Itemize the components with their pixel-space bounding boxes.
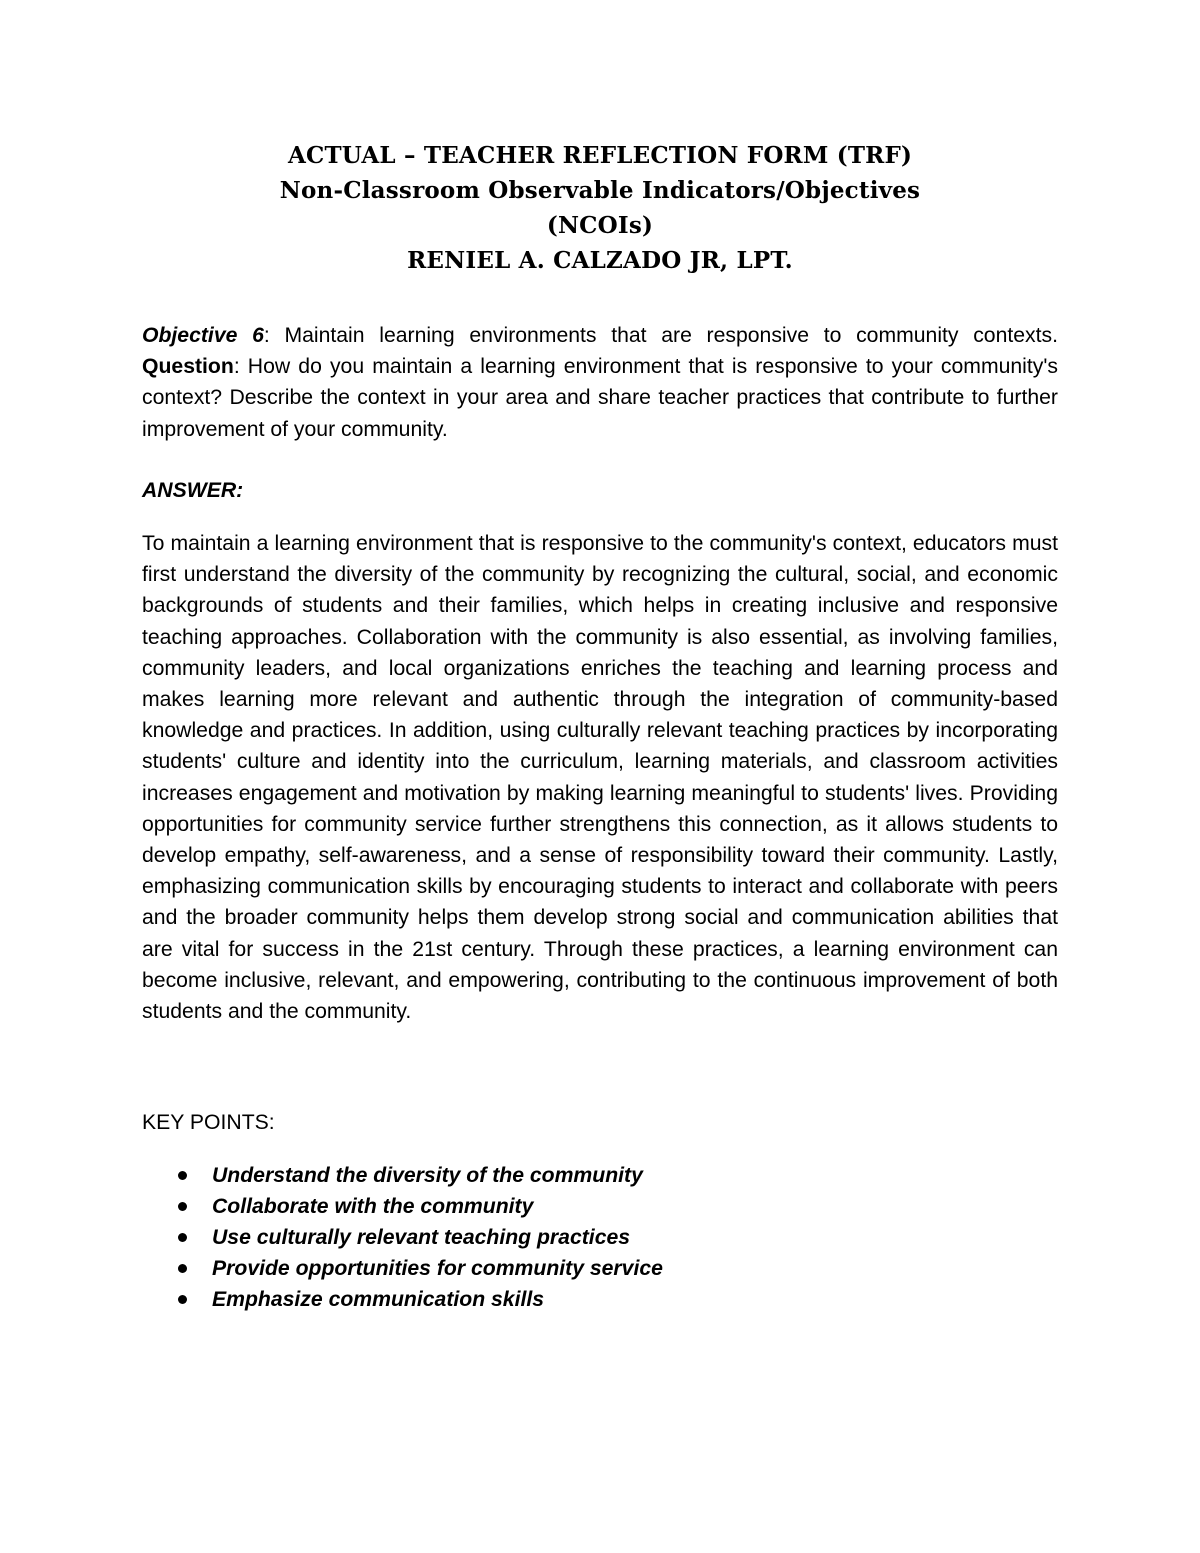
question-label: Question	[142, 355, 234, 379]
key-point-text: Collaborate with the community	[212, 1195, 534, 1219]
bullet-icon	[178, 1171, 187, 1180]
key-point-item	[142, 1253, 1058, 1284]
key-point-text: Emphasize communication skills	[212, 1288, 545, 1312]
answer-label: ANSWER:	[142, 478, 244, 502]
key-point-item	[142, 1191, 1058, 1222]
answer-paragraph: To maintain a learning environment that is responsive to the community's context, educators must first understand the diversity of the community by recognizing the cultural, social, and economic backgrounds of students and their families, which helps in creating inclusive and responsive teaching approaches. Collaboration with the community is also essential, as involving families, community leaders, and local organizations enriches the teaching and learning process and makes learning more relevant and authentic through the integration of community-based knowledge and practices. In addition, using culturally relevant teaching practices by incorporating students' culture and identity into the curriculum, learning materials, and classroom activities increases engagement and motivation by making learning meaningful to students' lives. Providing opportunities for community service further strengthens this connection, as it allows students to develop empathy, self-awareness, and a sense of responsibility toward their community. Lastly, emphasizing communication skills by encouraging students to interact and collaborate with peers and the broader community helps them develop strong social and communication abilities that are vital for success in the 21st century. Through these practices, a learning environment can become inclusive, relevant, and empowering, contributing to the continuous improvement of both students and the community.	[142, 532, 1058, 1024]
title-author: RENIEL A. CALZADO JR, LPT.	[407, 247, 793, 274]
objective-text: : Maintain learning environments that are responsive to community contexts.	[263, 324, 1058, 347]
key-points-list	[142, 1160, 1058, 1315]
document-page	[142, 138, 1058, 1315]
key-point-item	[142, 1284, 1058, 1315]
title-line-1: ACTUAL – TEACHER REFLECTION FORM (TRF)	[287, 142, 913, 169]
key-points-label: KEY POINTS:	[142, 1111, 275, 1135]
question-text: : How do you maintain a learning environment that is responsive to your community's context? Describe the context in your area and share teacher practices that contribute to further improvement of your community.	[142, 355, 1058, 441]
key-point-text: Understand the diversity of the community	[212, 1164, 643, 1188]
title-line-2: Non-Classroom Observable Indicators/Objectives	[279, 177, 921, 204]
key-point-item	[142, 1160, 1058, 1191]
objective-paragraph	[142, 320, 1058, 445]
title-line-3: (NCOIs)	[546, 212, 654, 239]
key-point-item	[142, 1222, 1058, 1253]
bullet-icon	[178, 1233, 187, 1242]
bullet-icon	[178, 1202, 187, 1211]
objective-label: Objective 6	[142, 324, 264, 347]
bullet-icon	[178, 1264, 187, 1273]
document-title	[142, 138, 1058, 278]
bullet-icon	[178, 1295, 187, 1304]
key-point-text: Provide opportunities for community service	[212, 1257, 663, 1281]
key-point-text: Use culturally relevant teaching practices	[212, 1226, 631, 1250]
